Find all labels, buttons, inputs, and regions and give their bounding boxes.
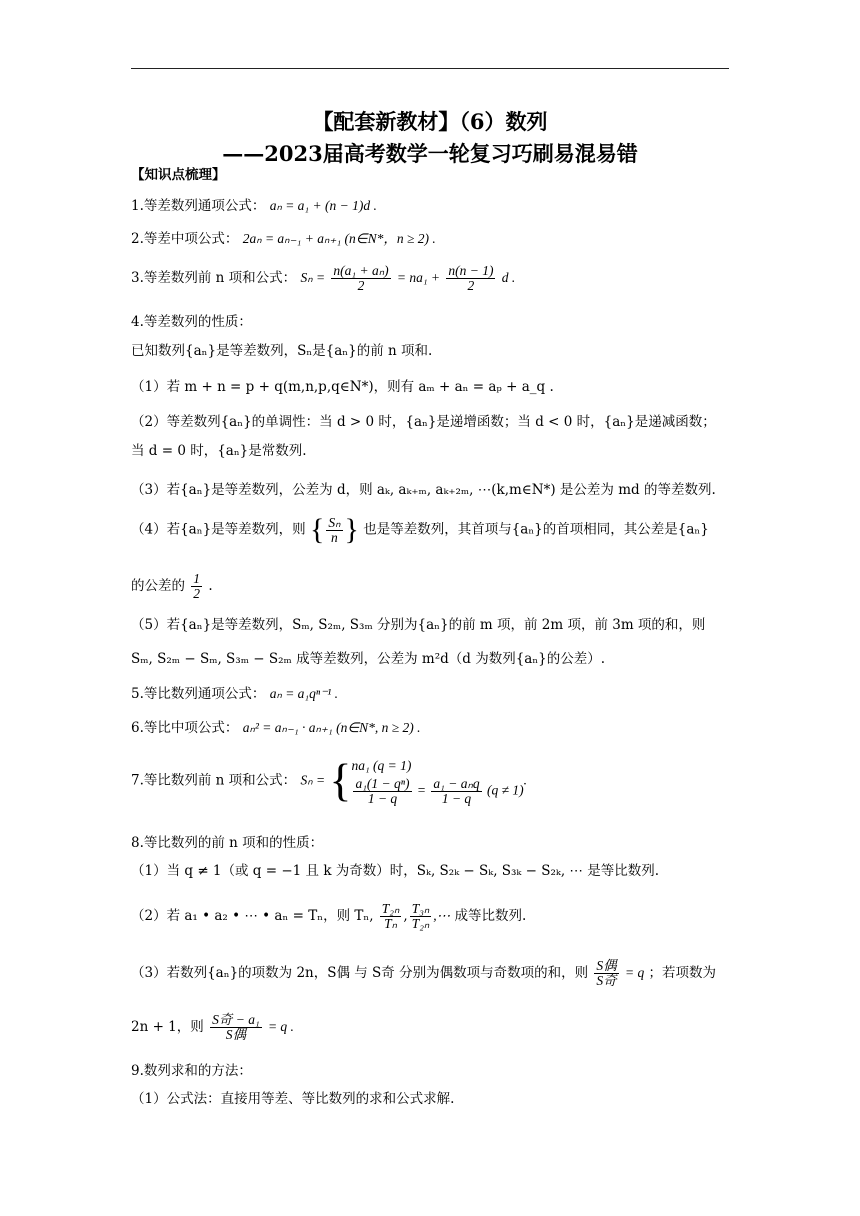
- formula: aₙ² = aₙ₋₁ · aₙ₊₁ (n∈N*, n ≥ 2) .: [242, 720, 421, 735]
- formula-lhs: Sₙ =: [300, 772, 326, 788]
- cases-brace: {: [329, 754, 352, 806]
- cases: [351, 755, 523, 806]
- fraction: $\frac{\text{n(a₁ + aₙ)}}{2}$: [333, 263, 389, 293]
- top-rule: [131, 68, 729, 69]
- formula: aₙ = a₁ + (n − 1)d .: [269, 198, 377, 213]
- case-2: $\frac{\text{a₁(1 − qⁿ)}}{1 - q}$ = $\frac{\text{a₁ − aₙq}}{1 - q}$ (q ≠ 1): [355, 776, 524, 806]
- item-4-5b: Sₘ, S₂ₘ − Sₘ, S₃ₘ − S₂ₘ 成等差数列，公差为 m²d（d 为数列{aₙ}的公差）.: [131, 651, 606, 667]
- item-label: 3.等差数列前 n 项和公式：: [131, 270, 297, 286]
- item-5: 5.等比数列通项公式： aₙ = a₁qⁿ⁻¹ .: [131, 686, 339, 702]
- item-label: 1.等差数列通项公式：: [131, 198, 266, 214]
- item-8-3c: 2n + 1，则 $\frac{\text{S奇 − a₁}}{\text{S偶}}$ = q .: [131, 1012, 294, 1042]
- item-4-5a: （5）若{aₙ}是等差数列，Sₘ, S₂ₘ, S₃ₘ 分别为{aₙ}的前 m 项，前 2m 项，前 3m 项的和，则: [131, 617, 706, 633]
- item-9: 9.数列求和的方法：: [131, 1063, 252, 1079]
- doc-subtitle: ——2023届高考数学一轮复习巧刷易混易错: [222, 141, 638, 166]
- item-label: 2.等差中项公式：: [131, 231, 239, 247]
- fraction: $\frac{\text{Sₙ}}{n}$: [328, 514, 341, 545]
- item-3: [131, 264, 515, 293]
- doc-title: 【配套新教材】（6）数列: [312, 109, 548, 134]
- fraction: $\frac{\text{T₂ₙ}}{\text{Tₙ}}$: [381, 901, 400, 931]
- item-4-3: （3）若{aₙ}是等差数列，公差为 d，则 aₖ, aₖ₊ₘ, aₖ₊₂ₘ, ⋯(k,m∈N*) 是公差为 md 的等差数列.: [131, 482, 716, 498]
- brace-left: {: [309, 513, 325, 546]
- item-2: [131, 230, 436, 248]
- formula-mid: = na₁ +: [396, 270, 441, 285]
- case-1: na₁ (q = 1): [351, 758, 412, 773]
- fraction: $\frac{\text{T₃ₙ}}{\text{T₂ₙ}}$: [411, 901, 430, 931]
- fraction: $\frac{\text{S奇 − a₁}}{\text{S偶}}$: [212, 1012, 260, 1042]
- formula-lhs: Sₙ =: [300, 270, 326, 285]
- item-4-2a: （2）等差数列{aₙ}的单调性：当 d > 0 时，{aₙ}是递增函数；当 d < 0 时，{aₙ}是递减函数；: [131, 414, 716, 430]
- item-1: [131, 197, 377, 215]
- item-6: 6.等比中项公式： aₙ² = aₙ₋₁ · aₙ₊₁ (n∈N*, n ≥ 2) .: [131, 720, 421, 736]
- item-label: （4）若{aₙ}是等差数列，则: [131, 521, 306, 538]
- item-8-2: （2）若 a₁ • a₂ • ⋯ • aₙ = Tₙ，则 Tₙ, $\frac{\text{T₂ₙ}}{\text{Tₙ}}$ , $\frac{\text{T₃ₙ}}{\text{T₂ₙ}}$ ,⋯ 成等比数列.: [131, 901, 527, 931]
- item-8-1: （1）当 q ≠ 1（或 q = −1 且 k 为奇数）时，Sₖ, S₂ₖ − Sₖ, S₃ₖ − S₂ₖ, ⋯ 是等比数列.: [131, 863, 660, 879]
- item-9-1: （1）公式法：直接用等差、等比数列的求和公式求解.: [131, 1091, 455, 1107]
- item-4-4: [131, 515, 709, 545]
- item-7: 7.等比数列前 n 项和公式： Sₙ = { na₁ (q = 1) $\frac{\text{a₁(1 − qⁿ)}}{1 - q}$ = $\frac{\text{a₁ − aₙq}}{1 - q}$ (q ≠ 1) .: [131, 754, 527, 806]
- fraction: $\frac{n(n - 1)}{2}$: [448, 263, 494, 293]
- formula: 2aₙ = aₙ₋₁ + aₙ₊₁ (n∈N*，n ≥ 2) .: [242, 231, 436, 246]
- item-8-3: （3）若数列{aₙ}的项数为 2n，S偶 与 S奇 分别为偶数项与奇数项的和，则 $\frac{\text{S偶}}{\text{S奇}}$ = q ；若项数为: [131, 958, 716, 988]
- item-text: 也是等差数列，其首项与{aₙ}的首项相同，其公差是{aₙ}: [363, 521, 709, 538]
- item-4: 4.等差数列的性质：: [131, 314, 252, 330]
- item-4-1: （1）若 m + n = p + q(m,n,p,q∈N*)，则有 aₘ + aₙ = aₚ + a_q .: [131, 379, 554, 395]
- brace-right: }: [344, 513, 359, 546]
- fraction: $\frac{\text{S偶}}{\text{S奇}}$: [596, 958, 617, 988]
- item-4-intro: 已知数列{aₙ}是等差数列，Sₙ是{aₙ}的前 n 项和.: [131, 343, 433, 359]
- item-4-4c: 的公差的 $\frac{1}{2}$ .: [131, 571, 213, 601]
- formula-tail: d .: [501, 270, 516, 285]
- item-4-2b: 当 d = 0 时，{aₙ}是常数列.: [131, 443, 307, 459]
- formula: aₙ = a₁qⁿ⁻¹ .: [269, 686, 339, 701]
- item-8: 8.等比数列的前 n 项和的性质：: [131, 835, 324, 851]
- fraction-half: $\frac{1}{2}$: [193, 571, 201, 601]
- section-heading: 【知识点梳理】: [131, 167, 226, 183]
